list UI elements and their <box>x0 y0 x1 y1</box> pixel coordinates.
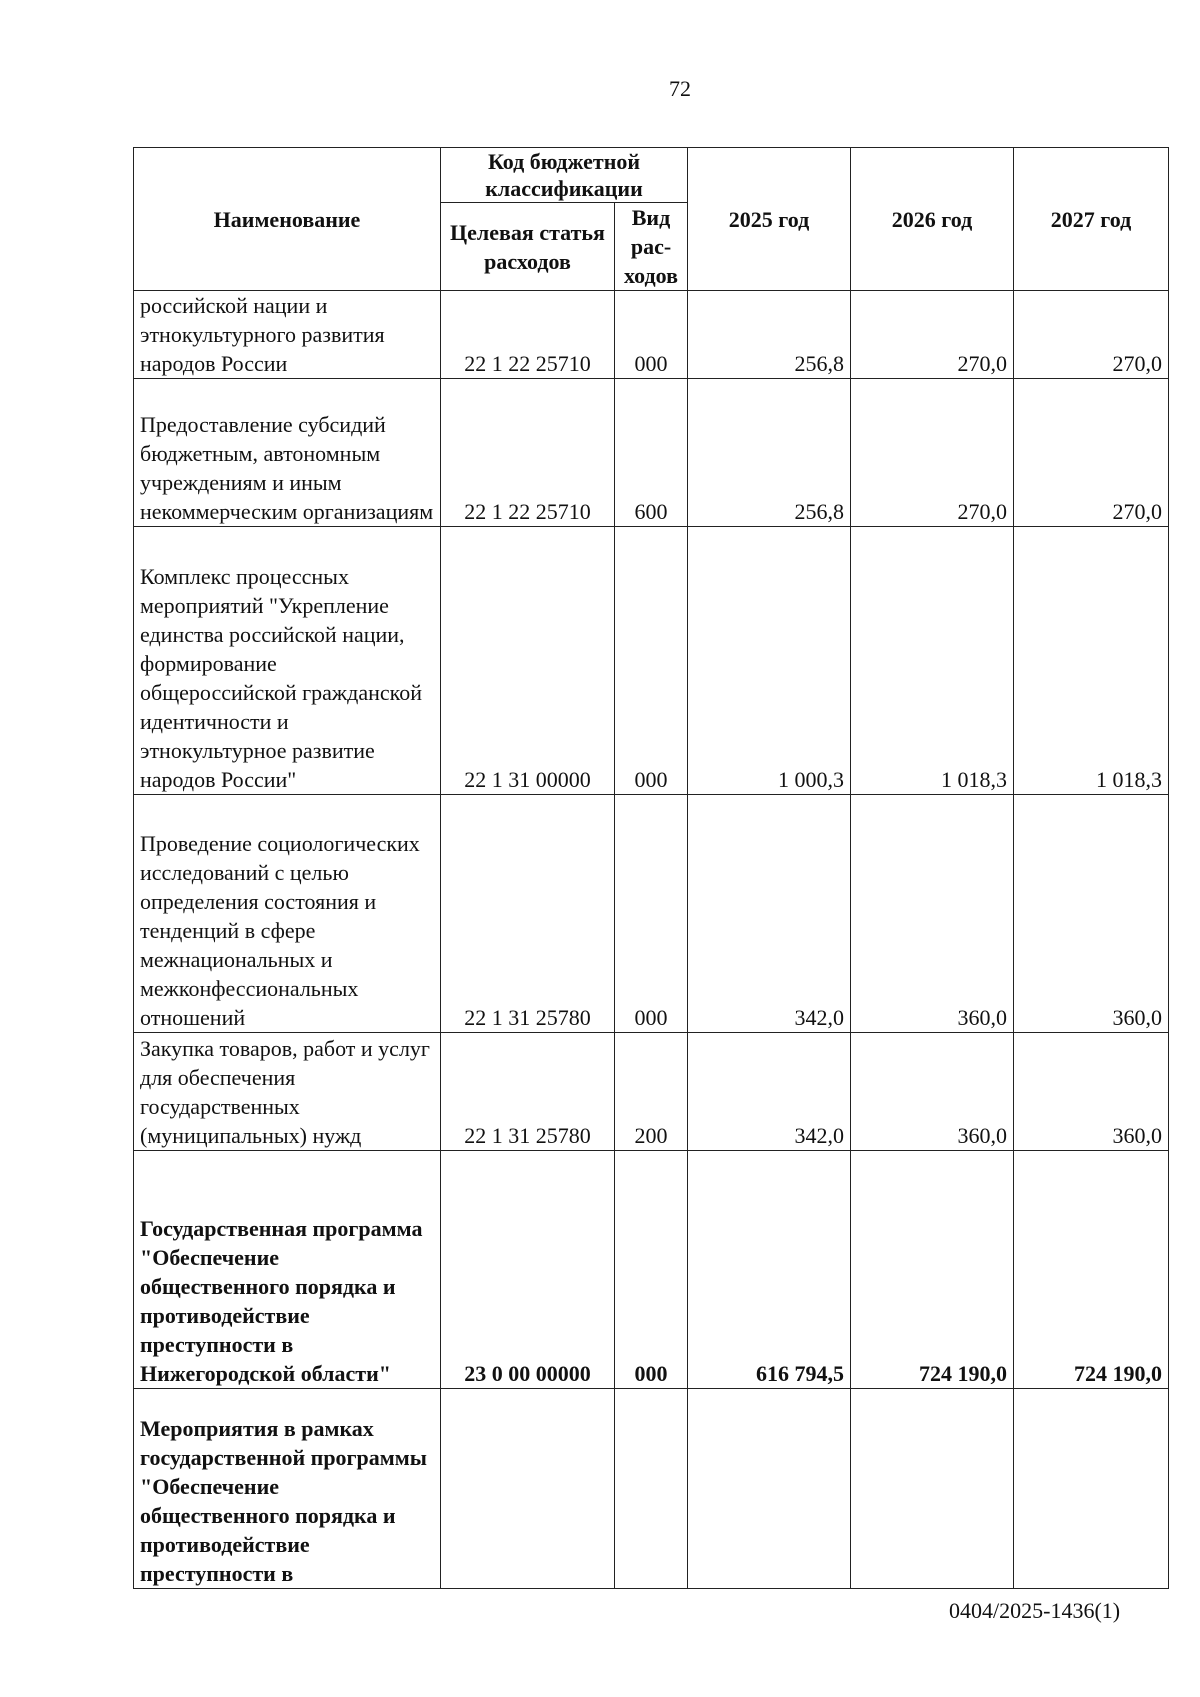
row-target-article: 22 1 22 25710 <box>441 379 615 527</box>
header-2027: 2027 год <box>1014 148 1169 291</box>
row-name: Государственная программа "Обеспечение общественного порядка и противодействие преступности в Нижегородской области" <box>134 1151 441 1389</box>
row-expense-kind: 000 <box>615 291 688 379</box>
row-expense-kind: 600 <box>615 379 688 527</box>
table-row <box>134 1389 1169 1589</box>
row-amount-2027: 270,0 <box>1014 291 1169 379</box>
table-row <box>134 291 1169 379</box>
row-name: Предоставление субсидий бюджетным, автономным учреждениям и иным некоммерческим организациям <box>134 379 441 527</box>
row-amount-2025: 256,8 <box>688 379 851 527</box>
row-target-article: 23 0 00 00000 <box>441 1151 615 1389</box>
header-2026: 2026 год <box>851 148 1014 291</box>
table-row <box>134 795 1169 1033</box>
row-amount-2027: 270,0 <box>1014 379 1169 527</box>
row-amount-2027: 360,0 <box>1014 795 1169 1033</box>
row-amount-2027 <box>1014 1389 1169 1589</box>
row-amount-2026: 1 018,3 <box>851 527 1014 795</box>
row-expense-kind: 200 <box>615 1033 688 1151</box>
row-target-article: 22 1 22 25710 <box>441 291 615 379</box>
header-row <box>134 148 1169 203</box>
header-2025: 2025 год <box>688 148 851 291</box>
row-amount-2026: 360,0 <box>851 1033 1014 1151</box>
budget-table <box>133 147 1169 1589</box>
row-expense-kind: 000 <box>615 795 688 1033</box>
row-amount-2026: 360,0 <box>851 795 1014 1033</box>
row-amount-2025: 616 794,5 <box>688 1151 851 1389</box>
header-target: Целевая статья расходов <box>441 203 615 291</box>
row-target-article: 22 1 31 25780 <box>441 795 615 1033</box>
header-name: Наименование <box>134 148 441 291</box>
row-target-article: 22 1 31 25780 <box>441 1033 615 1151</box>
row-name: Проведение социологических исследований с целью определения состояния и тенденций в сфере межнациональных и межконфессиональных отношений <box>134 795 441 1033</box>
row-expense-kind: 000 <box>615 527 688 795</box>
table-row <box>134 1033 1169 1151</box>
page-number: 72 <box>669 76 691 101</box>
row-amount-2025 <box>688 1389 851 1589</box>
row-target-article <box>441 1389 615 1589</box>
row-amount-2025: 342,0 <box>688 795 851 1033</box>
row-name: Комплекс процессных мероприятий "Укрепление единства российской нации, формирование общероссийской гражданской идентичности и этнокультурное развитие народов России" <box>134 527 441 795</box>
row-target-article: 22 1 31 00000 <box>441 527 615 795</box>
row-expense-kind: 000 <box>615 1151 688 1389</box>
row-name: Закупка товаров, работ и услуг для обеспечения государственных (муниципальных) нужд <box>134 1033 441 1151</box>
row-name: российской нации и этнокультурного развития народов России <box>134 291 441 379</box>
row-expense-kind <box>615 1389 688 1589</box>
row-amount-2027: 1 018,3 <box>1014 527 1169 795</box>
row-amount-2026: 270,0 <box>851 379 1014 527</box>
table-row <box>134 1151 1169 1389</box>
row-amount-2027: 724 190,0 <box>1014 1151 1169 1389</box>
row-amount-2026: 724 190,0 <box>851 1151 1014 1389</box>
header-kbk: Код бюджетной классификации <box>441 148 688 203</box>
table-body <box>134 291 1169 1589</box>
row-amount-2025: 256,8 <box>688 291 851 379</box>
row-amount-2025: 1 000,3 <box>688 527 851 795</box>
row-amount-2027: 360,0 <box>1014 1033 1169 1151</box>
header-kind: Вид рас-ходов <box>615 203 688 291</box>
table-row <box>134 379 1169 527</box>
document-code: 0404/2025-1436(1) <box>949 1598 1121 1623</box>
table-row <box>134 527 1169 795</box>
row-name: Мероприятия в рамках государственной программы "Обеспечение общественного порядка и противодействие преступности в <box>134 1389 441 1589</box>
row-amount-2026 <box>851 1389 1014 1589</box>
row-amount-2025: 342,0 <box>688 1033 851 1151</box>
row-amount-2026: 270,0 <box>851 291 1014 379</box>
